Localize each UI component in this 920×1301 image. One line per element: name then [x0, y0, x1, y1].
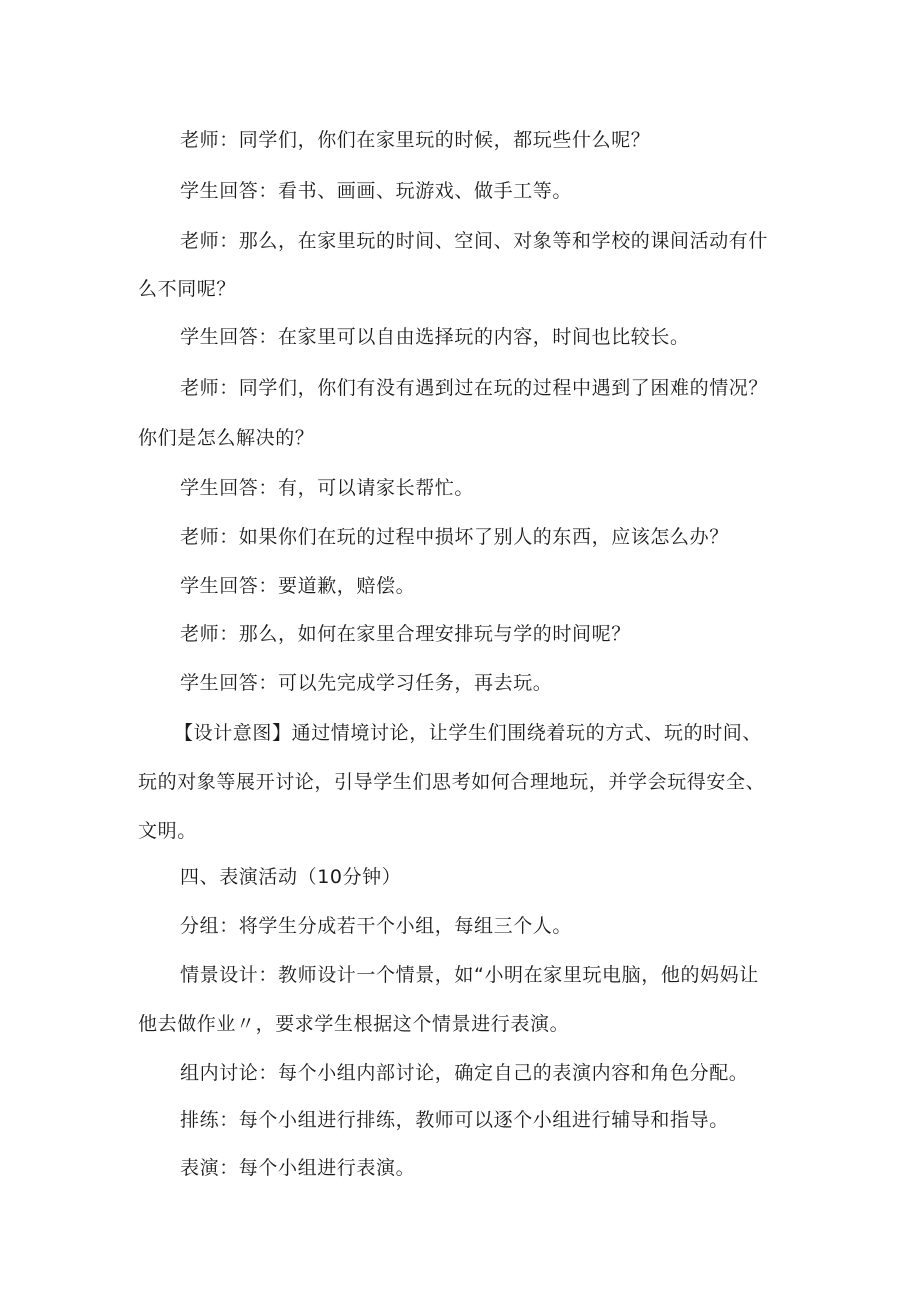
dialogue-line-student-4: 学生回答：要道歉，赔偿。 — [180, 575, 416, 597]
dialogue-line-teacher-5: 老师：那么，如何在家里合理安排玩与学的时间呢？ — [180, 623, 631, 645]
activity-line-scenario-cont: 他去做作业〃，要求学生根据这个情景进行表演。 — [138, 1013, 570, 1035]
dialogue-line-student-2: 学生回答：在家里可以自由选择玩的内容，时间也比较长。 — [180, 326, 690, 348]
dialogue-line-teacher-3: 老师：同学们，你们有没有遇到过在玩的过程中遇到了困难的情况？ — [180, 377, 769, 399]
dialogue-line-student-5: 学生回答：可以先完成学习任务，再去玩。 — [180, 672, 553, 694]
activity-line-rehearsal: 排练：每个小组进行排练，教师可以逐个小组进行辅导和指导。 — [180, 1109, 729, 1131]
design-intent-line-1: 【设计意图】通过情境讨论，让学生们围绕着玩的方式、玩的时间、 — [174, 722, 763, 744]
section-heading-performance: 四、表演活动（10分钟） — [180, 866, 402, 888]
activity-line-scenario: 情景设计：教师设计一个情景，如“小明在家里玩电脑，他的妈妈让 — [180, 964, 759, 986]
activity-line-performance: 表演：每个小组进行表演。 — [180, 1157, 416, 1179]
dialogue-line-student-1: 学生回答：看书、画画、玩游戏、做手工等。 — [180, 180, 573, 202]
dialogue-line-student-3: 学生回答：有，可以请家长帮忙。 — [180, 477, 475, 499]
dialogue-line-teacher-1: 老师：同学们，你们在家里玩的时候，都玩些什么呢？ — [180, 129, 651, 151]
activity-line-grouping: 分组：将学生分成若干个小组，每组三个人。 — [180, 915, 573, 937]
dialogue-line-teacher-3-cont: 你们是怎么解决的？ — [138, 427, 315, 449]
dialogue-line-teacher-2: 老师：那么，在家里玩的时间、空间、对象等和学校的课间活动有什 — [180, 230, 769, 252]
activity-line-discussion: 组内讨论：每个小组内部讨论，确定自己的表演内容和角色分配。 — [180, 1062, 749, 1084]
design-intent-line-3: 文明。 — [138, 820, 197, 842]
design-intent-line-2: 玩的对象等展开讨论，引导学生们思考如何合理地玩，并学会玩得安全、 — [138, 771, 766, 793]
dialogue-line-teacher-2-cont: 么不同呢？ — [138, 278, 237, 300]
dialogue-line-teacher-4: 老师：如果你们在玩的过程中损坏了别人的东西，应该怎么办？ — [180, 526, 729, 548]
